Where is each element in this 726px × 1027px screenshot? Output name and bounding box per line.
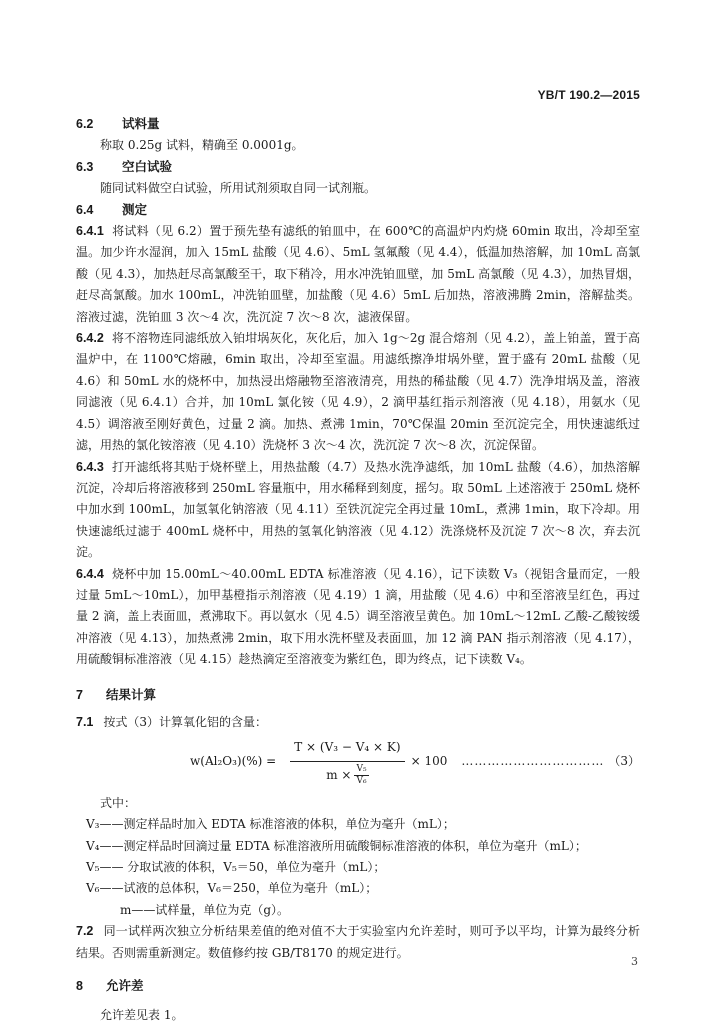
formula-number: （3） — [608, 754, 640, 769]
section-6-3-heading — [76, 157, 640, 178]
clause-text: 打开滤纸将其贴于烧杯壁上，用热盐酸（4.7）及热水洗净滤纸，加 10mL 盐酸（4.6），加热溶解沉淀，冷却后将溶液移到 250mL 容量瓶中，用水稀释到刻度，摇匀。取 50mL 上述溶液于 250mL 烧杯中加水到 100mL，加氢氧化钠溶液（见 4.11）至铁沉淀完全再过量 10mL，煮沸 1min，取下冷却。用快速滤纸过滤于 400mL 烧杯中，用热的氢氧化钠溶液（见 4.12）洗涤烧杯及沉淀 7 次～8 次，弃去沉淀。 — [76, 459, 640, 560]
section-8-text: 允许差见表 1。 — [100, 1008, 184, 1023]
formula-den-mass: m × — [326, 767, 352, 782]
clause-text: 将试料（见 6.2）置于预先垫有滤纸的铂皿中，在 600℃的高温炉内灼烧 60min 取出，冷却至室温。加少许水湿润，加入 15mL 盐酸（见 4.6）、5mL 氢氟酸（见 4.4），低温加热溶解，加 10mL 高氯酸（见 4.3），加热赶尽高氯酸至干，取下稍冷，用水冲洗铂皿壁，加 5mL 高氯酸（见 4.3），加热冒烟，赶尽高氯酸。加水 100mL，冲洗铂皿壁，加盐酸（见 4.6）5mL 后加热，溶液沸腾 2min，溶解盐类。溶液过滤，洗铂皿 3 次～4 次，洗沉淀 7 次～8 次，滤液保留。 — [76, 224, 640, 324]
section-6-4-1 — [76, 221, 640, 328]
section-6-2-text: 称取 0.25g 试料，精确至 0.0001g。 — [100, 138, 304, 153]
clause-number: 6.4.1 — [76, 224, 104, 239]
section-title: 允许差 — [106, 979, 144, 994]
section-title: 结果计算 — [106, 687, 157, 702]
section-title: 试料量 — [122, 117, 160, 131]
clause-text: 同一试样两次独立分析结果差值的绝对值不大于实验室内允许差时，则可予以平均，计算为最终分析结果。否则需重新测定。数值修约按 GB/T8170 的规定进行。 — [76, 924, 640, 960]
section-number: 7 — [76, 687, 83, 702]
section-6-2-heading — [76, 114, 640, 135]
section-6-4-2 — [76, 328, 640, 456]
section-8-heading — [76, 976, 640, 997]
ratio-bottom: V₆ — [356, 775, 367, 786]
clause-number: 6.4.2 — [76, 331, 104, 346]
formula-numerator: T × (V₃ − V₄ × K) — [290, 737, 404, 761]
formula-multiplier: × 100 — [410, 754, 448, 769]
section-number: 8 — [76, 979, 83, 994]
section-6-4-3 — [76, 457, 640, 564]
formula-fraction — [290, 737, 404, 786]
section-number: 6.3 — [76, 159, 94, 174]
variable-v3: V₃——测定样品时加入 EDTA 标准溶液的体积，单位为毫升（mL）； — [86, 817, 455, 832]
section-7-1 — [76, 712, 640, 733]
section-7-heading — [76, 685, 640, 706]
section-number: 6.2 — [76, 117, 94, 131]
variable-v4: V₄——测定样品时回滴过量 EDTA 标准溶液所用硫酸铜标准溶液的体积，单位为毫升（mL）； — [86, 838, 587, 853]
formula-where: 式中： — [100, 795, 137, 810]
variable-v6: V₆——试液的总体积，V₆＝250，单位为毫升（mL）； — [86, 881, 378, 896]
formula-leader-dots: …………………………… — [461, 754, 605, 769]
section-number: 6.4 — [76, 202, 94, 217]
page-number: 3 — [631, 955, 638, 968]
clause-text: 烧杯中加 15.00mL～40.00mL EDTA 标准溶液（见 4.16），记下读数 V₃（视铝含量而定，一般过量 5mL～10mL），加甲基橙指示剂溶液（见 4.19）1 滴，用盐酸（见 4.6）中和至溶液呈红色，再过量 2 滴，盖上表面皿，煮沸取下。再以氨水（见 4.5）调至溶液呈黄色。加 10mL～12mL 乙酸-乙酸铵缓冲溶液（见 4.13），加热煮沸 2min，取下用水洗杯壁及表面皿，加 12 滴 PAN 指示剂溶液（见 4.17），用硫酸铜标准溶液（见 4.15）趁热滴定至溶液变为紫红色，即为终点，记下读数 V₄。 — [76, 566, 640, 667]
formula-denominator — [326, 762, 368, 787]
formula-volume-ratio — [354, 764, 368, 787]
clause-number: 6.4.3 — [76, 459, 104, 474]
section-7-2 — [76, 921, 640, 964]
variable-m: m——试样量，单位为克（g）。 — [120, 902, 290, 917]
section-6-4-4 — [76, 564, 640, 671]
clause-number: 6.4.4 — [76, 566, 104, 581]
section-title: 测定 — [122, 202, 148, 217]
standard-code: YB/T 190.2—2015 — [537, 88, 640, 102]
clause-text: 将不溶物连同滤纸放入铂坩埚灰化，灰化后，加入 1g～2g 混合熔剂（见 4.2），盖上铂盖，置于高温炉中，在 1100℃熔融，6min 取出，冷却至室温。用滤纸擦净坩埚外壁，置于盛有 20mL 盐酸（见 4.6）和 50mL 水的烧杯中，加热浸出熔融物至溶液清亮，用热的稀盐酸（见 4.7）洗净坩埚及盖，溶液同滤液（见 6.4.1）合并，加 10mL 氯化铵（见 4.9），2 滴甲基红指示剂溶液（见 4.18），用氨水（见 4.5）调溶液至刚好黄色，过量 2 滴。加热、煮沸 1min，70℃保温 20min 至沉淀完全，用快速滤纸过滤，用热的氯化铵溶液（见 4.10）洗烧杯 3 次～4 次，洗沉淀 7 次～8 次，沉淀保留。 — [76, 331, 640, 453]
variable-v5: V₅—— 分取试液的体积，V₅＝50，单位为毫升（mL）； — [86, 860, 386, 874]
ratio-top: V₅ — [356, 763, 367, 774]
section-6-3-text: 随同试料做空白试验，所用试剂须取自同一试剂瓶。 — [100, 181, 377, 196]
section-title: 空白试验 — [122, 159, 173, 174]
section-6-4-heading — [76, 200, 640, 221]
clause-number: 7.2 — [76, 924, 94, 939]
clause-text: 按式（3）计算氧化铝的含量： — [103, 714, 268, 729]
formula-lhs: w(Al₂O₃)(%) = — [190, 754, 277, 769]
formula-3 — [76, 737, 640, 786]
clause-number: 7.1 — [76, 714, 94, 729]
document-body — [76, 112, 640, 1027]
